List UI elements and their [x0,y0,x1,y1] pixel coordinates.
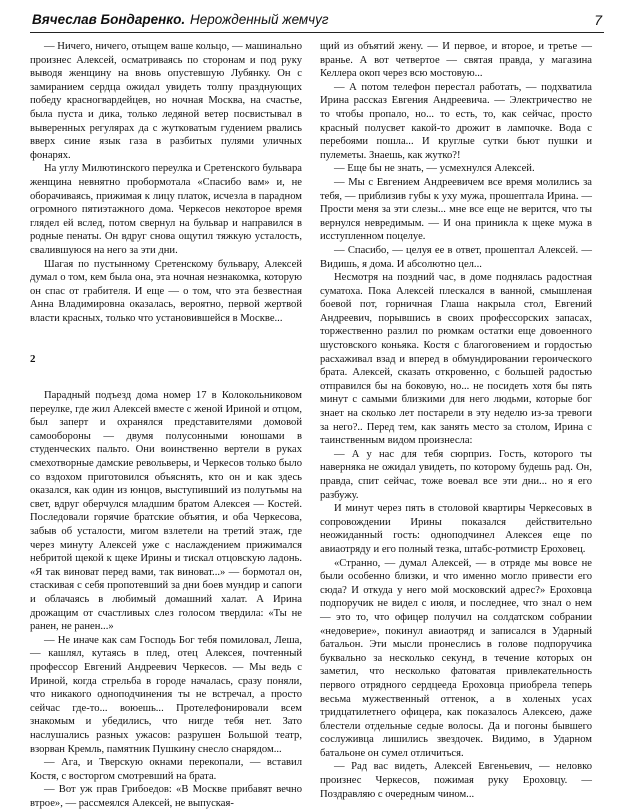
paragraph: Несмотря на поздний час, в доме поднялась радостная суматоха. Пока Алексей плескался в ванной, смышленая боевой пот, горничная Глаша накрыла стол, Евгений Андреевич, порывшись в своих профессорских запасах, торжественно разлил по рюмкам остатки еще довоенного шустовского коньяка. Костя с благоговением и гордостью расхаживал взад и вперед в обмундировании героического брата. Алексей, сказать откровенно, с большей радостью отправился бы на боковую, но... не посидеть хотя бы пять минут с самыми близкими для него людьми, которые бог знает на сколько лет постарели в эту неделю из-за тревоги за него?.. Перед тем, как занять место за столом, Ирина с таинственным видом произнесла: [320,272,592,447]
paragraph: «Странно, — думал Алексей, — в отряде мы вовсе не были особенно близки, и что именно могло привести его сюда? И откуда у него мой московский адрес?» Ероховца подпоручик не видел с июля, и последнее, что знал о нем — это то, что офицер получил на солдатском собрании «недоверие», покинул авиаотряд и записался в Ударный батальон. Эти мысли пронеслись в голове подпоручика буквально за несколько секунд, в течение которых он заметил, что несколько фатоватая привлекательность первого отрядного сердцееда Ероховца приобрела теперь весьма мужественный оттенок, а в холеных усах тридцатилетнего офицера, как показалось Алексею, даже блестели отдельные седые волосы. Да и погоны бывшего сослуживца лишились звездочек. Видимо, в Ударном батальоне он сумел отличиться. [320,557,592,759]
paragraph: — Спасибо, — целуя ее в ответ, прошептал Алексей. — Видишь, я дома. И абсолютно цел... [320,244,592,270]
paragraph: — Ага, и Тверскую окнами перекопали, — вставил Костя, с восторгом смотревший на брата. [30,757,302,782]
right-column [320,40,592,800]
left-column [30,40,302,809]
paragraph: — Ничего, ничего, отыщем ваше кольцо, — машинально произнес Алексей, осматриваясь по сторонам и под руку выводя женщину на вновь опустевшую Лубянку. Он с замиранием сердца ожидал увидеть толпу празднующих победу красногвардейцев, но ночная Москва, на счастье, была пуста и дика, только ледяной ветер посвистывал в выверенных регулярах да с жутковатым гудением рвались вверх синие язык газа в разбитых пулями уличных фонарях. [30,41,302,161]
paragraph: — Мы с Евгением Андреевичем все время молились за тебя, — приблизив губы к уху мужа, прошептала Ирина. — Прости меня за эти слезы... мне все еще не верится, что ты вернулся невредимым. — И она приникла к щеке мужа в исступленном поцелуе. [320,176,592,243]
paragraph: Шагая по пустынному Сретенскому бульвару, Алексей думал о том, кем была она, эта ночная незнакомка, которую он спас от грабителя. И еще — о том, что эта безвестная Анна Владимировна оказалась, вероятно, первой жертвой власти красных, только что установившейся в Москве... [30,258,302,324]
paragraph: — А потом телефон перестал работать, — подхватила Ирина рассказ Евгения Андреевича. — Электричество не то чтобы пропало, но... то есть, то, как сейчас, просто красный полусвет какой-то дрожит в лампочке. Вода с перебоями пошла... И круглые сутки бьют пушки и пулеметы. Знаешь, как жутко?! [320,81,592,161]
paragraph: И минут через пять в столовой квартиры Черкесовых в сопровождении Ирины показался действительно неожиданный гость: одноподчинел Алексея еще по авиаотряду и его полный тезка, штабс-ротмистр Ероховец. [320,503,592,555]
paragraph-continued: щий из объятий жену. — И первое, и второе, и третье — вранье. А вот четвертое — святая правда, у магазина Келлера окоп через всю мостовую... [320,41,592,80]
chapter-number: 2 [30,353,36,366]
paragraph: — Рад вас видеть, Алексей Евгеньевич, — неловко произнес Черкесов, пожимая руку Ероховцу. — Поздравляю с очередным чином... [320,761,592,800]
paragraph: — Вот уж прав Грибоедов: «В Москве прибавят вечно втрое», — рассмеялся Алексей, не выпуская- [30,784,302,809]
paragraph: — А у нас для тебя сюрприз. Гость, которого ты наверняка не ожидал увидеть, по которому будешь рад. Он, правда, спит сейчас, тоже воевал все эти дни... но я его разбужу. [320,448,592,501]
header-author: Вячеслав Бондаренко. [32,12,186,27]
paragraph: — Еще бы не знать, — усмехнулся Алексей. [334,163,535,175]
header-book-title: Нерожденный жемчуг [190,12,329,27]
page-number: 7 [594,12,602,28]
paragraph: — Не иначе как сам Господь Бог тебя помиловал, Леша, — кашлял, кутаясь в плед, отец Алексея, почтенный профессор Евгений Андреевич Черкесов. — Мы ведь с Ириной, когда стрельба в городе началась, сразу поняли, что никакого одноподчинения ты не встречал, а просто сейчас где-то... воюешь... Протелефонировали всем знакомым и убедились, что нигде тебя нет. Зато наслушались разных ужасов: разрушен Большой театр, взорван Кремль, памятник Пушкину снесло снарядом... [30,634,302,755]
running-header [30,10,604,33]
paragraph: На углу Милютинского переулка и Сретенского бульвара женщина невнятно пробормотала «Спасибо вам» и, не оборачиваясь, прижимая к лицу платок, исчезла в парадном огромного пятиэтажного дома. Черкесов некоторое время глядел ей вслед, потом свернул на бульвар и направился в родные пенаты. Он вдруг снова ощутил тяжкую усталость, свалившуюся на него за эти дни. [30,163,302,256]
paragraph: Парадный подъезд дома номер 17 в Колокольниковом переулке, где жил Алексей вместе с женой Ириной и отцом, был заперт и охранялся представителями домовой самообороны — двумя полусонными юношами в студенческих пальто. Они воинственно вертели в руках смехотворные дамские револьверы, и Черкесов только было со вздохом приготовился объяснять, кто он и как здесь оказался, как один из юнцов, выступивший из полутьмы на свет, вдруг оберчулся младшим братом Алексея — Костей. Последовали горячие братские объятия, и оба Черкесова, забыв об усталости, мигом взлетели на третий этаж, где через минуту Алексей уже с наслаждением прижимался небритой щекой к щеке Ирины и тискал отцовскую ладонь. «Я так виноват перед вами, так виноват...» — бормотал он, стаскивая с себя пропотевший за дни боев мундир и сапоги и облачаясь в любимый домашний халат. А Ирина дрожащим от счастливых слез голосом твердила: «Ты не ранен, не ранен...» [30,390,302,633]
